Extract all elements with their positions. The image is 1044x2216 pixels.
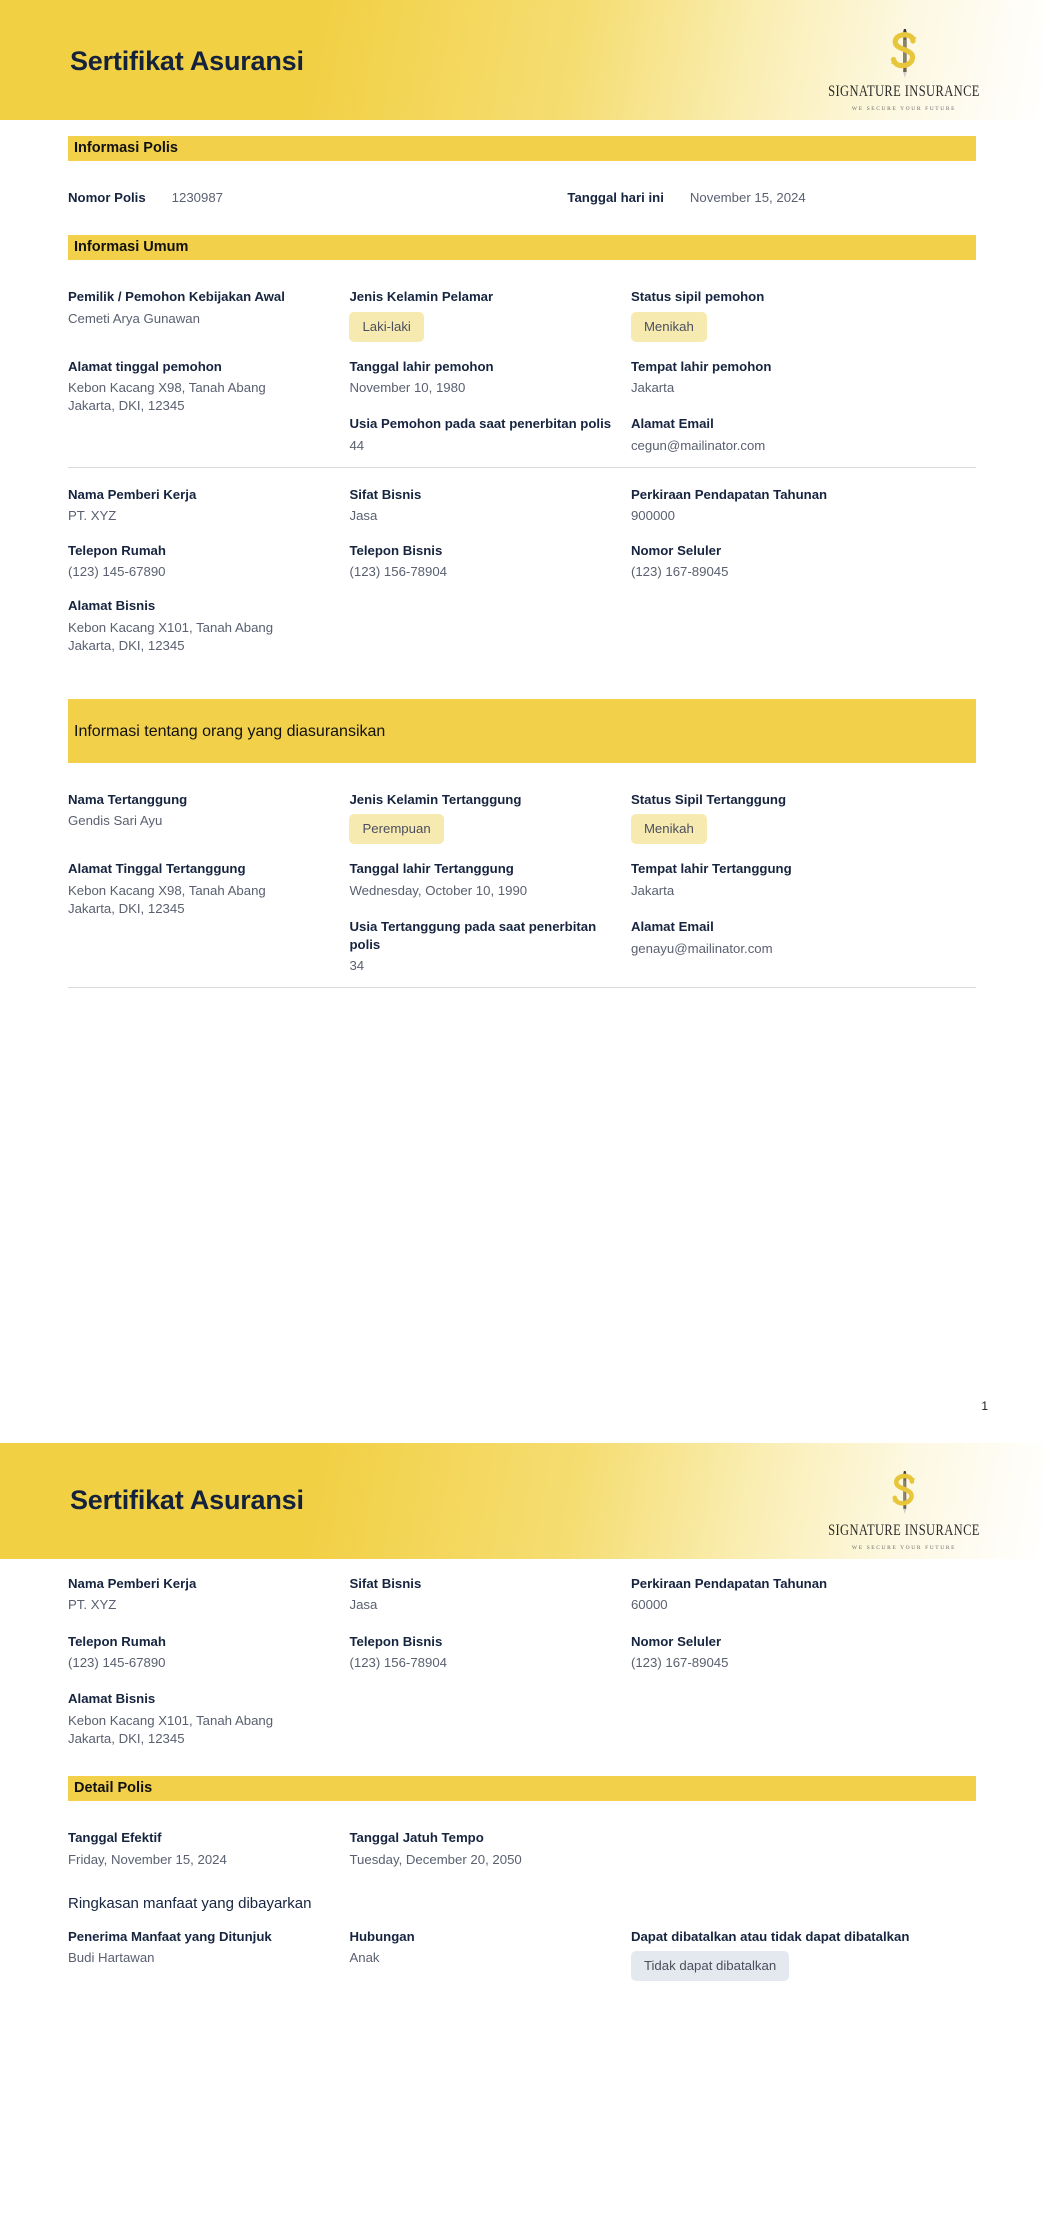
insured-email-label: Alamat Email — [630, 919, 714, 935]
field-applicant-birthdate — [349, 358, 612, 398]
applicant-birthdate-value: November 10, 1980 — [349, 380, 466, 396]
benefit-summary-title: Ringkasan manfaat yang dibayarkan — [68, 1894, 312, 1912]
owner-label: Pemilik / Pemohon Kebijakan Awal — [68, 289, 285, 305]
field-insured-birthdate — [349, 860, 612, 900]
today-date-label: Tanggal hari ini — [567, 190, 664, 205]
company-tagline-2: WE SECURE YOUR FUTURE — [851, 1545, 957, 1551]
business-address-value-2: Kebon Kacang X101, Tanah Abang Jakarta, DKI, 12345 — [68, 1712, 274, 1746]
employer-label: Nama Pemberi Kerja — [68, 486, 197, 502]
business-address-label: Alamat Bisnis — [68, 598, 156, 614]
annual-income-value-2: 60000 — [630, 1597, 668, 1613]
company-logo-2 — [824, 1467, 984, 1551]
field-today-date — [567, 189, 958, 207]
applicant-email-label: Alamat Email — [630, 416, 714, 432]
insured-address-value: Kebon Kacang X98, Tanah Abang Jakarta, DKI, 12345 — [68, 882, 266, 917]
field-applicant-email — [631, 415, 958, 455]
section-divider-1 — [68, 467, 976, 468]
insured-age-value: 34 — [349, 957, 365, 973]
page-header-banner — [0, 0, 1044, 120]
general-info-row-1 — [68, 288, 976, 341]
business-phone-label: Telepon Bisnis — [349, 542, 443, 558]
certificate-page-2 — [0, 1443, 1044, 2216]
effective-date-value: Friday, November 15, 2024 — [68, 1851, 227, 1867]
relation-label: Hubungan — [349, 1928, 415, 1944]
insured-marital-badge: Menikah — [631, 814, 707, 844]
applicant-birthdate-label: Tanggal lahir pemohon — [349, 358, 494, 374]
effective-date-label: Tanggal Efektif — [68, 1830, 162, 1846]
field-mobile-number — [631, 542, 958, 582]
mobile-number-value-2: (123) 167-89045 — [630, 1655, 729, 1671]
policy-number-label: Nomor Polis — [68, 190, 146, 205]
beneficiary-label: Penerima Manfaat yang Ditunjuk — [68, 1928, 272, 1944]
section-insured-info: Informasi tentang orang yang diasuransikan — [68, 699, 976, 763]
business-phone-value-2: (123) 156-78904 — [349, 1655, 447, 1671]
field-effective-date — [68, 1829, 331, 1869]
insured-gender-badge: Perempuan — [349, 814, 443, 844]
cancelable-badge: Tidak dapat dibatalkan — [631, 1951, 789, 1981]
maturity-date-label: Tanggal Jatuh Tempo — [349, 1830, 484, 1846]
home-phone-label-2: Telepon Rumah — [68, 1633, 166, 1649]
policy-detail-row — [68, 1829, 976, 1869]
cancelable-label: Dapat dibatalkan atau tidak dapat dibatalkan — [630, 1928, 910, 1944]
today-date-value: November 15, 2024 — [689, 190, 806, 205]
page-header-banner-2 — [0, 1443, 1044, 1559]
applicant-address-label: Alamat tinggal pemohon — [68, 358, 222, 374]
annual-income-value: 900000 — [630, 508, 675, 524]
employment-row-1 — [68, 486, 976, 526]
section-policy-detail: Detail Polis — [68, 1776, 976, 1801]
employer-value: PT. XYZ — [68, 508, 117, 524]
field-employer-2 — [68, 1575, 331, 1615]
section-policy-info: Informasi Polis — [68, 136, 976, 161]
business-phone-label-2: Telepon Bisnis — [349, 1633, 443, 1649]
field-business-phone — [349, 542, 612, 582]
insured-row-1 — [68, 791, 976, 844]
beneficiary-value: Budi Hartawan — [68, 1950, 155, 1966]
section-divider-2 — [68, 987, 976, 988]
insured-age-label: Usia Tertanggung pada saat penerbitan polis — [349, 919, 597, 952]
applicant-gender-label: Jenis Kelamin Pelamar — [349, 289, 494, 305]
field-relation — [349, 1928, 612, 1968]
business-phone-value: (123) 156-78904 — [349, 563, 447, 579]
field-insured-marital — [631, 791, 958, 844]
employment-row-2 — [68, 542, 976, 582]
field-applicant-marital — [631, 288, 958, 341]
dollar-pen-icon — [824, 28, 984, 80]
policy-number-value: 1230987 — [171, 190, 224, 205]
general-info-row-2 — [68, 358, 976, 455]
company-name: SIGNATURE INSURANCE — [828, 82, 980, 100]
field-owner — [68, 288, 331, 328]
field-applicant-gender — [349, 288, 612, 341]
insured-row-2 — [68, 860, 976, 975]
field-mobile-number-2 — [631, 1633, 958, 1673]
employer-label-2: Nama Pemberi Kerja — [68, 1576, 197, 1591]
employment2-row-1 — [68, 1575, 976, 1748]
applicant-marital-label: Status sipil pemohon — [630, 289, 765, 305]
field-business-phone-2 — [349, 1633, 612, 1673]
field-insured-age — [349, 918, 612, 975]
insured-gender-label: Jenis Kelamin Tertanggung — [349, 792, 522, 808]
mobile-number-value: (123) 167-89045 — [630, 563, 729, 579]
field-cancelable — [631, 1928, 958, 1981]
field-applicant-address — [68, 358, 331, 416]
insured-marital-label: Status Sipil Tertanggung — [630, 792, 787, 808]
annual-income-label: Perkiraan Pendapatan Tahunan — [630, 486, 828, 502]
employment-row-3 — [68, 597, 976, 655]
business-nature-value: Jasa — [349, 508, 378, 524]
insured-address-label: Alamat Tinggal Tertanggung — [68, 861, 246, 877]
dollar-pen-icon — [824, 1467, 984, 1519]
field-insured-gender — [349, 791, 612, 844]
beneficiary-row — [68, 1928, 976, 1981]
mobile-number-label-2: Nomor Seluler — [630, 1633, 722, 1649]
insured-birthplace-value: Jakarta — [630, 882, 675, 898]
owner-value: Cemeti Arya Gunawan — [68, 310, 200, 326]
applicant-email-value: cegun@mailinator.com — [630, 437, 766, 453]
insured-email-value: genayu@mailinator.com — [630, 940, 773, 956]
page-title-2: Sertifikat Asuransi — [70, 1485, 304, 1515]
annual-income-label-2: Perkiraan Pendapatan Tahunan — [630, 1576, 828, 1591]
field-applicant-birthplace — [631, 358, 958, 398]
field-insured-name — [68, 791, 331, 831]
field-policy-number — [68, 189, 549, 207]
business-address-label-2: Alamat Bisnis — [68, 1691, 156, 1707]
business-nature-value-2: Jasa — [349, 1597, 378, 1613]
applicant-birthplace-value: Jakarta — [630, 380, 675, 396]
field-business-address — [68, 597, 331, 655]
home-phone-label: Telepon Rumah — [68, 542, 166, 558]
applicant-address-value: Kebon Kacang X98, Tanah Abang Jakarta, DKI, 12345 — [68, 380, 266, 414]
insured-birthdate-value: Wednesday, October 10, 1990 — [349, 882, 528, 898]
field-maturity-date — [349, 1829, 612, 1869]
company-logo — [824, 28, 984, 112]
section-general-info: Informasi Umum — [68, 235, 976, 260]
applicant-marital-badge: Menikah — [631, 312, 707, 342]
applicant-age-value: 44 — [349, 437, 365, 453]
maturity-date-value: Tuesday, December 20, 2050 — [349, 1851, 522, 1867]
policy-info-row — [68, 189, 976, 207]
applicant-gender-badge: Laki-laki — [349, 312, 423, 342]
company-name-2: SIGNATURE INSURANCE — [828, 1521, 980, 1539]
applicant-birthplace-label: Tempat lahir pemohon — [630, 358, 772, 374]
insured-birthplace-label: Tempat lahir Tertanggung — [630, 861, 792, 877]
field-beneficiary — [68, 1928, 331, 1968]
field-annual-income — [631, 486, 958, 526]
company-tagline: WE SECURE YOUR FUTURE — [851, 106, 957, 112]
field-insured-email — [631, 918, 958, 958]
field-insured-address — [68, 860, 331, 918]
business-nature-label: Sifat Bisnis — [349, 486, 422, 502]
field-home-phone — [68, 542, 331, 582]
field-home-phone-2 — [68, 1633, 331, 1673]
field-business-address-2 — [68, 1690, 331, 1748]
field-annual-income-2 — [631, 1575, 958, 1615]
field-applicant-age — [349, 415, 612, 455]
relation-value: Anak — [349, 1950, 380, 1966]
field-employer — [68, 486, 331, 526]
insured-birthdate-label: Tanggal lahir Tertanggung — [349, 861, 514, 877]
field-business-nature-2 — [349, 1575, 612, 1615]
page-title: Sertifikat Asuransi — [70, 46, 304, 76]
employer-value-2: PT. XYZ — [68, 1597, 117, 1613]
field-insured-birthplace — [631, 860, 958, 900]
insured-name-label: Nama Tertanggung — [68, 792, 188, 808]
home-phone-value: (123) 145-67890 — [68, 563, 166, 579]
page-number: 1 — [981, 1399, 988, 1413]
business-address-value: Kebon Kacang X101, Tanah Abang Jakarta, DKI, 12345 — [68, 619, 274, 653]
applicant-age-label: Usia Pemohon pada saat penerbitan polis — [349, 416, 612, 432]
business-nature-label-2: Sifat Bisnis — [349, 1576, 422, 1591]
mobile-number-label: Nomor Seluler — [630, 542, 722, 558]
field-business-nature — [349, 486, 612, 526]
home-phone-value-2: (123) 145-67890 — [68, 1655, 166, 1671]
insured-name-value: Gendis Sari Ayu — [68, 813, 163, 829]
